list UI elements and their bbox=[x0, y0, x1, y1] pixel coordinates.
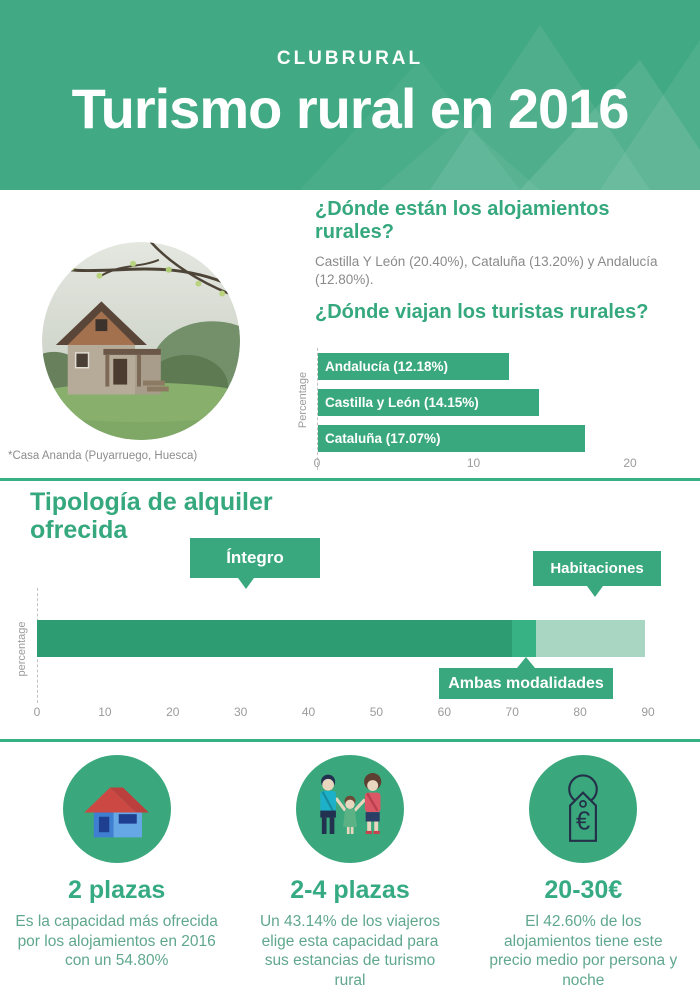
axis-tick: 20 bbox=[166, 705, 180, 719]
label-bubble-habitaciones: Habitaciones bbox=[533, 551, 661, 586]
stat-price bbox=[467, 755, 700, 1007]
chart1-bars bbox=[318, 353, 631, 461]
stat-capacity-2-4 bbox=[233, 755, 466, 1007]
axis-tick: 40 bbox=[301, 705, 316, 719]
chart1-y-axis-label: Percentage bbox=[297, 371, 309, 429]
section-stats bbox=[0, 742, 700, 1007]
stat-heading: 2-4 plazas bbox=[290, 876, 410, 904]
label-bubble-ambas-modalidades: Ambas modalidades bbox=[439, 668, 613, 699]
axis-tick: 20 bbox=[623, 456, 637, 470]
heading-alojamientos: ¿Dónde están los alojamientos rurales? bbox=[315, 198, 610, 243]
rural-house-illustration bbox=[42, 242, 240, 440]
axis-tick: 50 bbox=[369, 705, 384, 719]
stat-capacity-2 bbox=[0, 755, 233, 1007]
chart1-bar-cataluna: Cataluña (17.07%) bbox=[318, 425, 585, 452]
page-title: Turismo rural en 2016 bbox=[71, 77, 629, 140]
axis-tick: 10 bbox=[98, 705, 112, 719]
axis-tick: 90 bbox=[641, 705, 655, 719]
segment-habitaciones bbox=[536, 620, 645, 657]
axis-tick: 30 bbox=[233, 705, 248, 719]
heading-tipologia: Tipología de alquiler ofrecida bbox=[30, 488, 273, 544]
brand-name: CLUBRURAL bbox=[276, 48, 424, 69]
axis-tick: 0 bbox=[33, 705, 41, 719]
where-text-column bbox=[315, 198, 687, 324]
segment-integro bbox=[37, 620, 512, 657]
chart2-stacked-bar bbox=[37, 620, 648, 657]
rural-house-photo bbox=[42, 242, 240, 440]
chart1-bar-andalucia: Andalucía (12.18%) bbox=[318, 353, 509, 380]
heading-viajan: ¿Dónde viajan los turistas rurales? bbox=[315, 301, 649, 324]
price-tag-icon bbox=[529, 755, 637, 863]
svg-text:€: € bbox=[576, 807, 591, 836]
stat-heading: 20-30€ bbox=[544, 876, 623, 904]
label-bubble-integro: Íntegro bbox=[190, 538, 320, 578]
stat-body: Un 43.14% de los viajeros elige esta capacidad para sus estancias de turismo rural bbox=[259, 913, 441, 990]
chart2-y-axis-label: percentage bbox=[16, 621, 28, 677]
house-icon bbox=[63, 755, 171, 863]
chart1-x-axis-ticks bbox=[313, 456, 637, 472]
chart2-x-axis-ticks bbox=[33, 705, 655, 721]
header-banner bbox=[0, 0, 700, 190]
chart1-bar-castilla: Castilla y León (14.15%) bbox=[318, 389, 539, 416]
axis-tick: 10 bbox=[466, 456, 481, 470]
alojamientos-body: Castilla Y León (20.40%), Cataluña (13.20%) y Andalucía (12.80%). bbox=[315, 254, 658, 287]
section-tipologia bbox=[0, 481, 700, 742]
stat-body: Es la capacidad más ofrecida por los alojamientos en 2016 con un 54.80% bbox=[15, 913, 218, 970]
axis-tick: 70 bbox=[505, 705, 519, 719]
stat-body: El 42.60% de los alojamientos tiene este precio medio por persona y noche bbox=[489, 913, 678, 990]
axis-tick: 60 bbox=[437, 705, 452, 719]
family-icon bbox=[296, 755, 404, 863]
photo-caption: *Casa Ananda (Puyarruego, Huesca) bbox=[8, 450, 198, 462]
axis-tick: 80 bbox=[573, 705, 587, 719]
section-where bbox=[0, 190, 700, 481]
stat-heading: 2 plazas bbox=[68, 876, 166, 904]
axis-tick: 0 bbox=[313, 456, 321, 470]
